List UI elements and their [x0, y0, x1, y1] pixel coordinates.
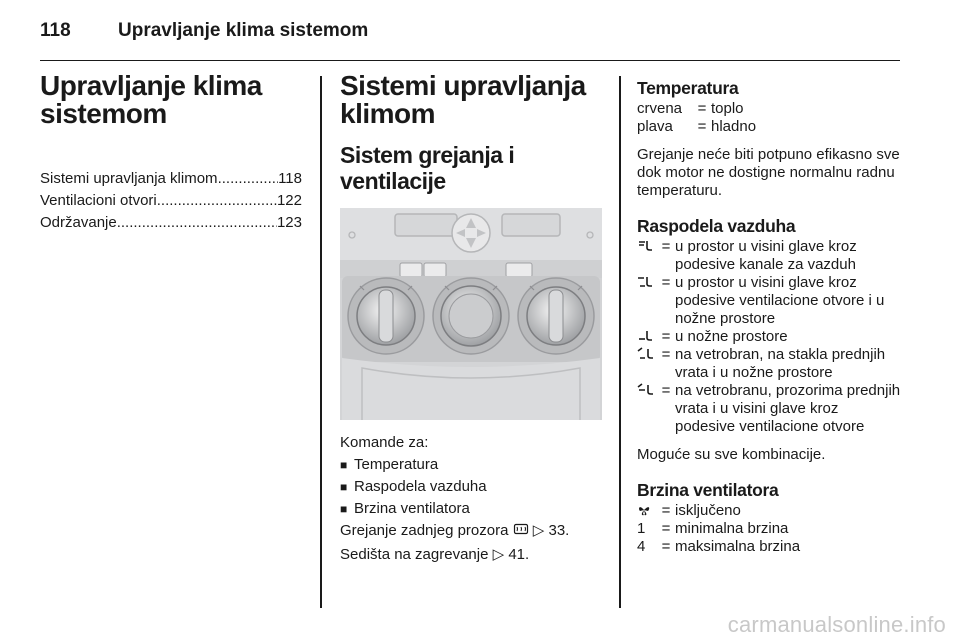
page-reference[interactable]: 33. — [548, 522, 570, 539]
fan-speed-heading: Brzina ventilatora — [637, 480, 779, 500]
table-of-contents — [40, 170, 302, 232]
table-row: = u nožne prostore — [637, 328, 901, 346]
watermark: carmanualsonline.info — [727, 612, 946, 637]
page-reference-arrow-icon: ▷ — [532, 522, 545, 539]
seat-heating-note: Sedišta na zagrevanje ▷ 41. — [340, 546, 530, 563]
list-item: ■ Raspodela vazduha — [340, 478, 487, 495]
rear-window-heating-note: Grejanje zadnjeg prozora ▷ 33. — [340, 522, 570, 539]
fan-speed-knob — [518, 278, 594, 354]
page-header — [40, 20, 900, 61]
table-row: 4 = maksimalna brzina — [637, 538, 801, 555]
temperature-table — [637, 100, 901, 136]
fan-off-icon — [637, 503, 651, 517]
square-bullet-icon: ■ — [340, 480, 348, 494]
windscreen-and-head-air-icon — [637, 383, 655, 397]
toc-entry[interactable]: Ventilacioni otvori ..... 122 — [40, 192, 302, 210]
column-divider — [619, 76, 621, 608]
air-distribution-knob — [433, 278, 509, 354]
page-reference[interactable]: 41. — [508, 546, 530, 563]
table-row: plava = hladno — [637, 118, 757, 135]
table-row: = na vetrobranu, prozorima prednjih vrata i u visini glave kroz podesive ventilacione otvore — [637, 382, 901, 436]
toc-entry[interactable]: Održavanje ..... 123 — [40, 214, 302, 232]
control-panel-drawing — [340, 208, 602, 420]
table-row: = u prostor u visini glave kroz podesive ventilacione otvore i u nožne prostore — [637, 274, 901, 328]
temperature-note: Grejanje neće biti potpuno efikasno sve dok motor ne dostigne normalnu radnu temperaturu. — [637, 146, 900, 199]
controls-intro: Komande za: — [340, 434, 429, 451]
subsection-heading: Sistem grejanja i ventilacije — [340, 142, 515, 194]
column-climate-systems — [340, 72, 602, 564]
page-reference-arrow-icon: ▷ — [492, 546, 505, 563]
table-row: = u prostor u visini glave kroz podesive kanale za vazduh — [637, 238, 901, 274]
table-row: crvena = toplo — [637, 100, 744, 117]
climate-control-panel-illustration — [340, 208, 602, 420]
temperature-knob — [348, 278, 424, 354]
running-title: Upravljanje klima sistemom — [118, 20, 369, 41]
list-item: ■ Brzina ventilatora — [340, 500, 470, 517]
rear-window-heating-icon — [513, 523, 529, 537]
page-number: 118 — [40, 20, 71, 41]
table-row: 1 = minimalna brzina — [637, 520, 789, 537]
column-controls-detail — [637, 78, 901, 556]
foot-air-icon — [637, 329, 653, 343]
square-bullet-icon: ■ — [340, 458, 348, 472]
fan-speed-table — [637, 502, 901, 556]
table-row: = na vetrobran, na stakla prednjih vrata i u nožne prostore — [637, 346, 901, 382]
chapter-heading: Upravljanje klima sistemom — [40, 70, 262, 129]
head-and-foot-air-icon — [637, 275, 653, 289]
windscreen-and-foot-air-icon — [637, 347, 655, 361]
controls-list — [340, 456, 602, 518]
section-heading: Sistemi upravljanja klimom — [340, 70, 586, 129]
list-item: ■ Temperatura — [340, 456, 439, 473]
toc-entry[interactable]: Sistemi upravljanja klimom ..... 118 — [40, 170, 302, 188]
column-divider — [320, 76, 322, 608]
square-bullet-icon: ■ — [340, 502, 348, 516]
table-row: = isključeno — [637, 502, 901, 520]
air-distribution-note: Moguće su sve kombinacije. — [637, 446, 826, 463]
temperature-heading: Temperatura — [637, 78, 739, 98]
air-distribution-heading: Raspodela vazduha — [637, 216, 796, 236]
air-distribution-table — [637, 238, 901, 436]
column-contents — [40, 72, 302, 236]
head-level-air-icon — [637, 239, 653, 253]
